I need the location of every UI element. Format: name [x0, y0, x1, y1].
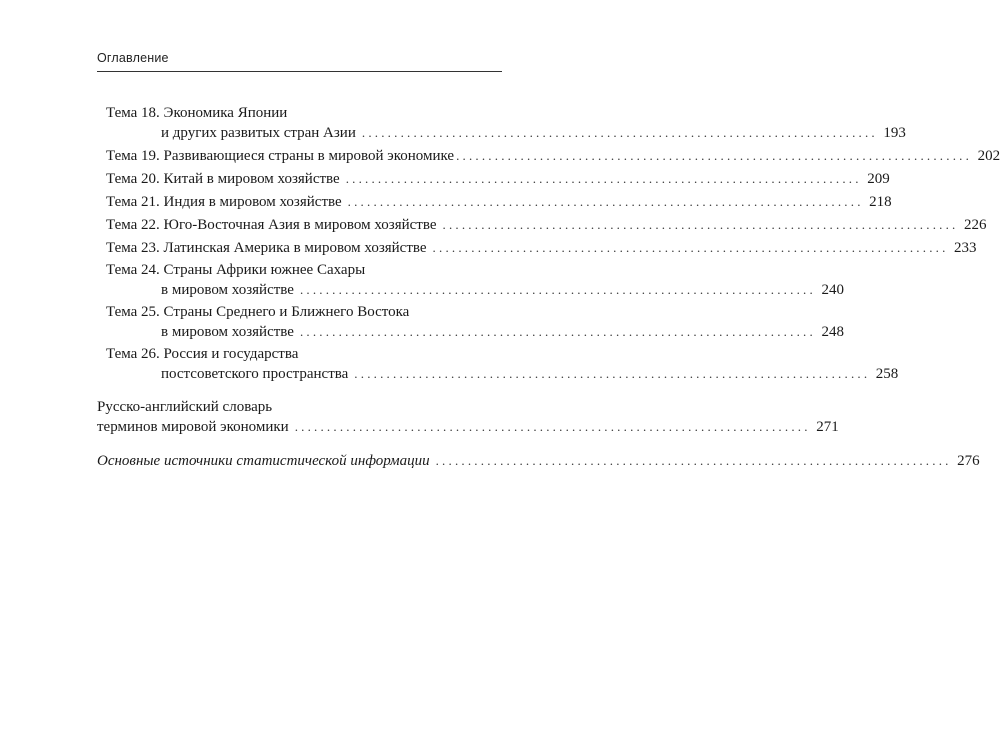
- leader-dots: ................................................................................: [294, 419, 811, 434]
- toc-entry-label: Русско-английский словарь: [97, 399, 273, 415]
- toc-entry-label: Тема 18. Экономика Японии: [106, 105, 288, 121]
- leader-dots: ................................................................................: [361, 125, 878, 140]
- toc-page-number: 226: [964, 217, 987, 233]
- leader-dots: ................................................................................: [299, 282, 816, 297]
- toc-entry-24[interactable]: [161, 280, 844, 299]
- toc-entry-label: Тема 24. Страны Африки южнее Сахары: [106, 262, 366, 278]
- toc-entry-label: в мировом хозяйстве: [161, 324, 294, 340]
- toc-entry-label: в мировом хозяйстве: [161, 282, 294, 298]
- toc-entry-label: Тема 19. Развивающиеся страны в мировой экономике: [106, 148, 455, 164]
- toc-entry-26-title: [106, 345, 298, 364]
- leader-dots: ................................................................................: [432, 240, 949, 255]
- toc-entry-label: Тема 25. Страны Среднего и Ближнего Востока: [106, 304, 410, 320]
- toc-page-number: 218: [869, 194, 892, 210]
- leader-dots: ................................................................................: [456, 148, 973, 163]
- toc-entry-label: и других развитых стран Азии: [161, 125, 356, 141]
- toc-page-number: 209: [867, 171, 890, 187]
- toc-entry-25-title: [106, 303, 409, 322]
- leader-dots: ................................................................................: [354, 366, 871, 381]
- toc-page-number: 240: [821, 282, 844, 298]
- toc-entry-18[interactable]: [161, 123, 906, 142]
- toc-entry-label: Тема 23. Латинская Америка в мировом хозяйстве: [106, 240, 427, 256]
- toc-page-number: 276: [957, 453, 980, 469]
- leader-dots: ................................................................................: [442, 217, 959, 232]
- toc-page-number: 258: [875, 366, 899, 382]
- toc-entry-label: Тема 26. Россия и государства: [106, 346, 299, 362]
- toc-entry-label: Тема 20. Китай в мировом хозяйстве: [106, 171, 340, 187]
- toc-page-number: 193: [883, 125, 906, 141]
- header-rule: [97, 71, 502, 72]
- toc-entry-24-title: [106, 261, 365, 280]
- leader-dots: ................................................................................: [435, 453, 952, 468]
- toc-page-number: 202: [977, 148, 1000, 164]
- toc-entry-20[interactable]: [106, 169, 890, 188]
- toc-entry-26[interactable]: [161, 364, 899, 383]
- toc-entry-23[interactable]: [106, 238, 977, 257]
- toc-entry-22[interactable]: [106, 215, 987, 234]
- toc-sources[interactable]: [97, 451, 980, 470]
- toc-entry-label: Тема 22. Юго-Восточная Азия в мировом хозяйстве: [106, 217, 437, 233]
- toc-entry-18-title: [106, 104, 287, 123]
- toc-entry-21[interactable]: [106, 192, 892, 211]
- toc-entry-label: постсоветского пространства: [161, 366, 349, 382]
- toc-glossary-title: [97, 398, 272, 417]
- leader-dots: ................................................................................: [299, 324, 816, 339]
- toc-entry-25[interactable]: [161, 322, 844, 341]
- leader-dots: ................................................................................: [347, 194, 864, 209]
- toc-entry-label: Основные источники статистической информации: [97, 453, 430, 469]
- toc-page-number: 271: [816, 419, 839, 435]
- toc-page-number: 233: [954, 240, 977, 256]
- leader-dots: ................................................................................: [345, 171, 862, 186]
- toc-page-number: 248: [821, 324, 844, 340]
- toc-glossary[interactable]: [97, 417, 839, 436]
- toc-entry-label: Тема 21. Индия в мировом хозяйстве: [106, 194, 342, 210]
- running-head: Оглавление: [97, 51, 169, 65]
- toc-entry-19[interactable]: [106, 146, 1000, 165]
- toc-entry-label: терминов мировой экономики: [97, 419, 289, 435]
